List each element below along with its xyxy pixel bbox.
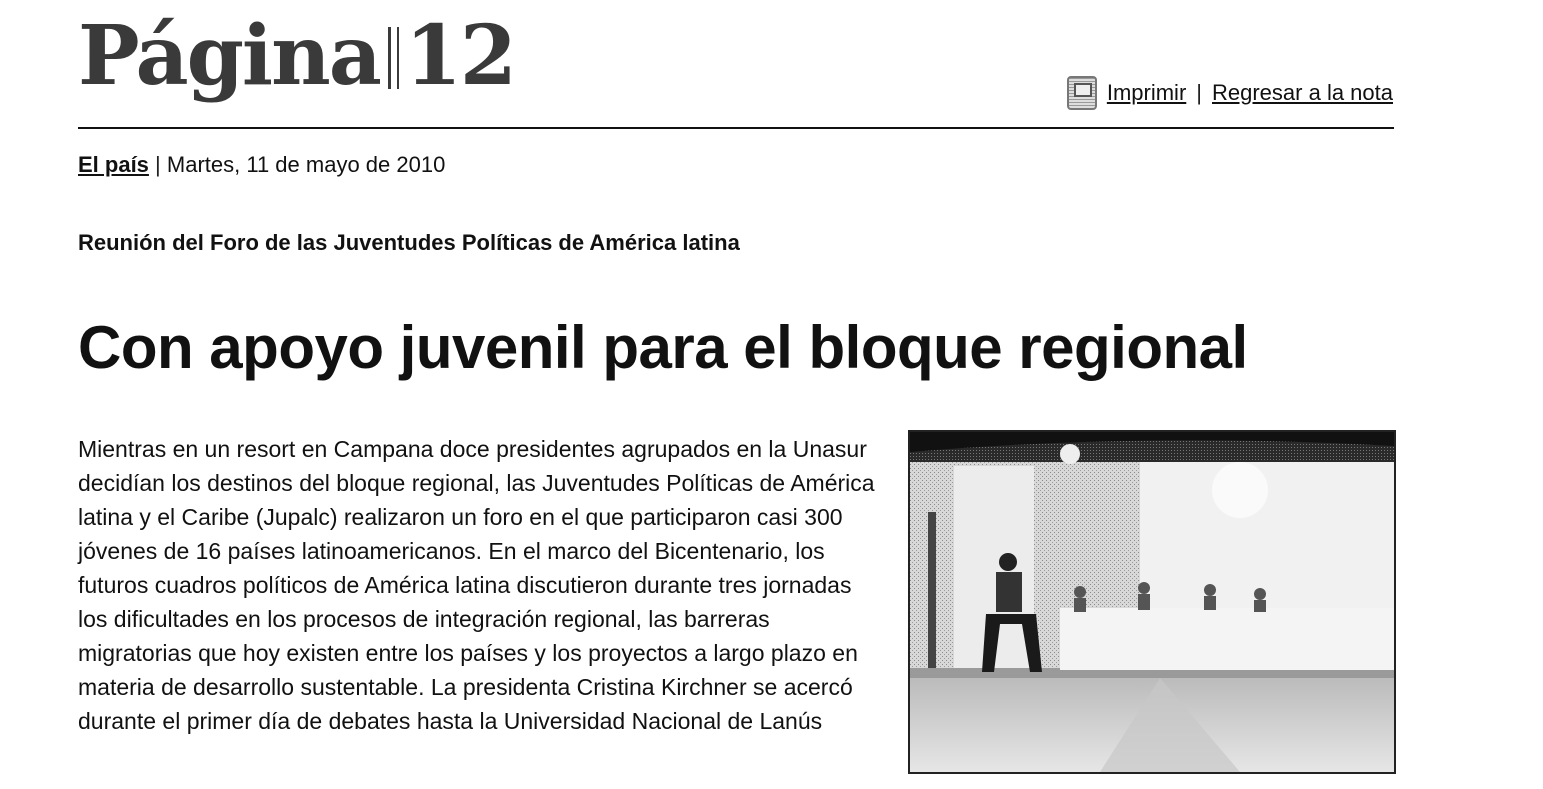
logo-divider (388, 27, 399, 89)
printer-icon[interactable] (1067, 76, 1097, 110)
article-kicker: Reunión del Foro de las Juventudes Políticas de América latina (78, 230, 740, 255)
header-divider (78, 127, 1394, 129)
article-meta (78, 152, 445, 178)
back-to-article-link[interactable]: Regresar a la nota (1212, 80, 1393, 105)
section-link[interactable]: El país (78, 152, 149, 177)
pagina12-logo[interactable] (78, 6, 515, 106)
article-title: Con apoyo juvenil para el bloque regional (78, 314, 1248, 381)
meta-separator: | (155, 152, 161, 177)
photo-stage-illustration (910, 432, 1394, 772)
logo-number: 12 (404, 8, 515, 104)
article-body: Mientras en un resort en Campana doce presidentes agrupados en la Unasur decidían los destinos del bloque regional, las Juventudes Políticas de América latina y el Caribe (Jupalc) realizaron un foro en el que participaron casi 300 jóvenes de 16 países latinoamericanos. En el marco del Bicentenario, los futuros cuadros políticos de América latina discutieron durante tres jornadas los dificultades en los procesos de integración regional, las barreras migratorias que hoy existen entre los países y los proyectos a largo plazo en materia de desarrollo sustentable. La presidenta Cristina Kirchner se acercó durante el primer día de debates hasta la Universidad Nacional de Lanús (78, 436, 875, 734)
top-links (1067, 76, 1393, 110)
article-photo (908, 430, 1396, 774)
print-link[interactable]: Imprimir (1106, 80, 1187, 105)
link-separator: | (1196, 80, 1202, 105)
logo-word: Página (78, 8, 380, 104)
publication-date: Martes, 11 de mayo de 2010 (166, 152, 446, 177)
